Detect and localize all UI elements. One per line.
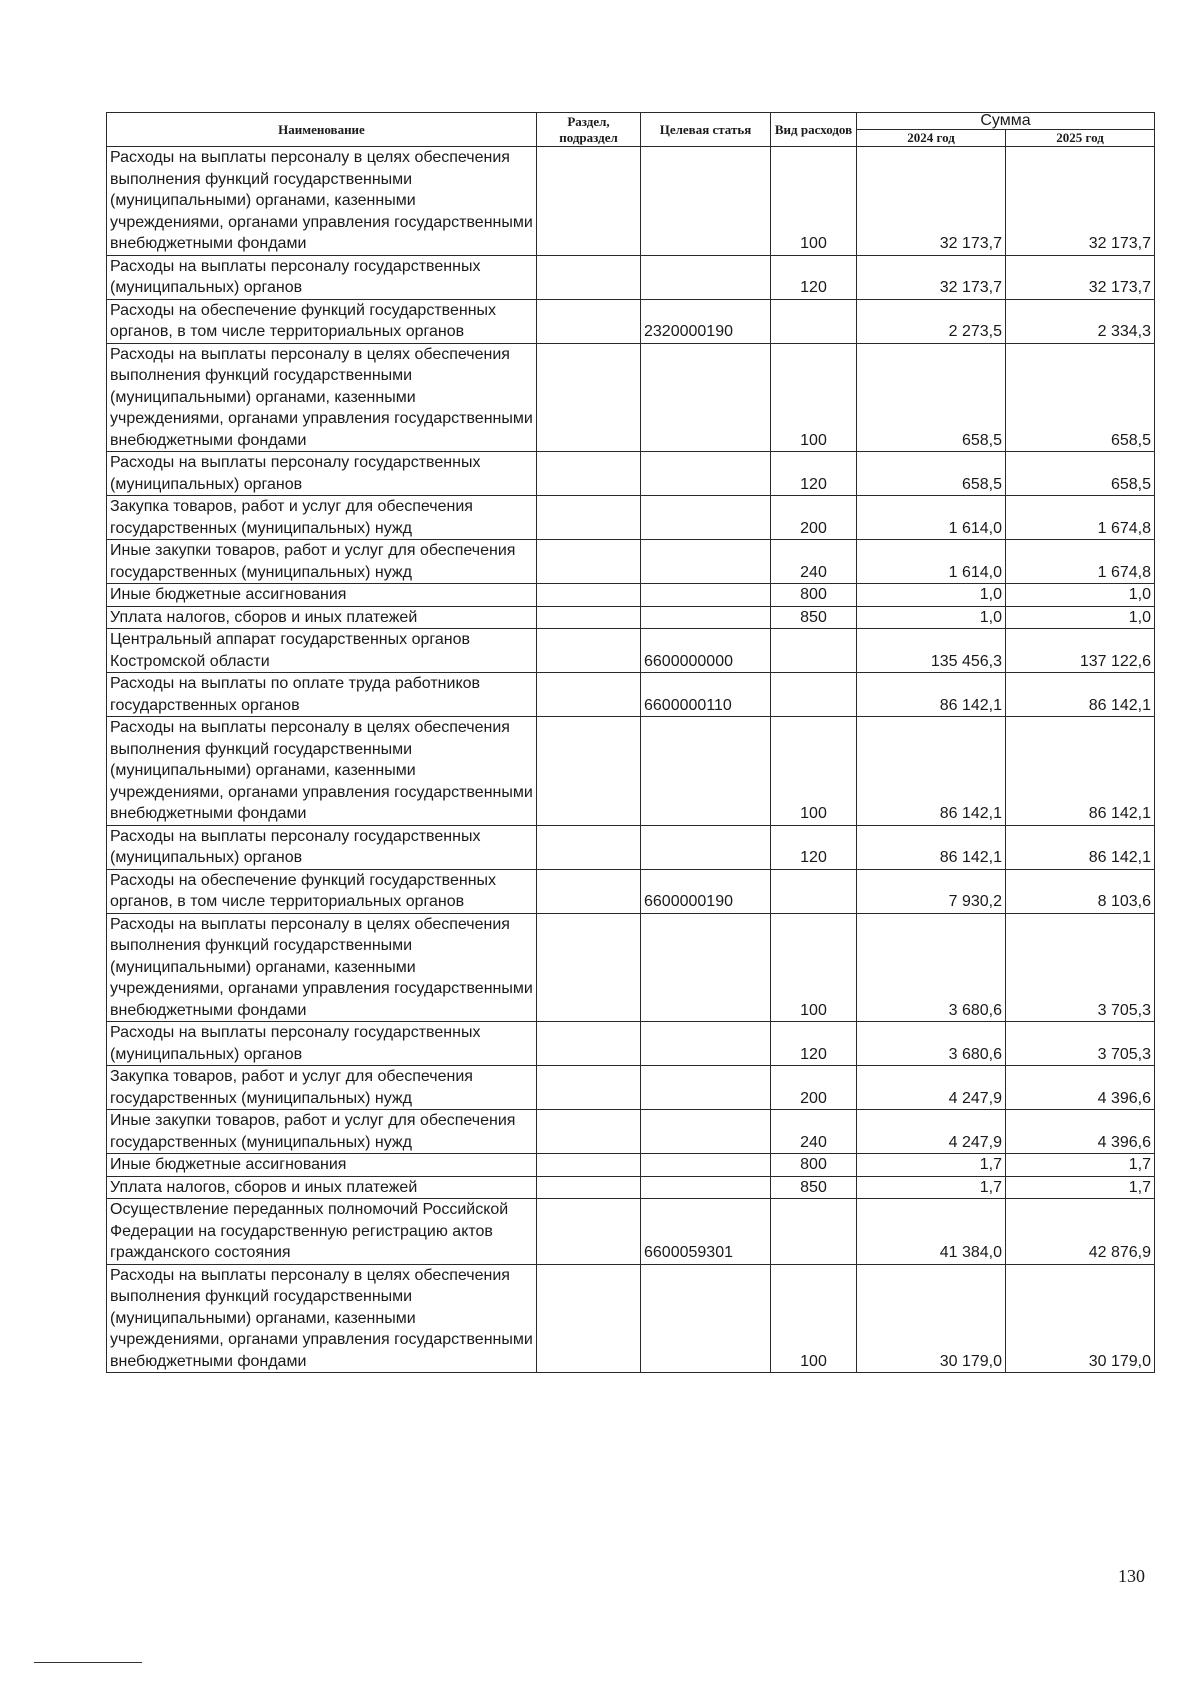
cell-2024: 4 247,9: [857, 1066, 1006, 1110]
cell-target: [641, 1022, 771, 1066]
cell-name: Расходы на обеспечение функций государственных органов, в том числе территориальных органов: [107, 299, 537, 343]
cell-target: [641, 1110, 771, 1154]
cell-section: [537, 496, 641, 540]
cell-2024: 4 247,9: [857, 1110, 1006, 1154]
table-row: [107, 869, 1155, 913]
cell-kind: 120: [771, 255, 857, 299]
cell-target: [641, 1176, 771, 1199]
header-target: Целевая статья: [641, 113, 771, 147]
cell-2024: 86 142,1: [857, 825, 1006, 869]
cell-kind: 850: [771, 1176, 857, 1199]
cell-kind: [771, 299, 857, 343]
header-kind: Вид расходов: [771, 113, 857, 147]
cell-kind: 120: [771, 825, 857, 869]
cell-2025: 42 876,9: [1006, 1199, 1155, 1265]
cell-target: [641, 1066, 771, 1110]
table-row: [107, 1110, 1155, 1154]
table-header: [107, 113, 1155, 147]
cell-2024: 41 384,0: [857, 1199, 1006, 1265]
cell-target: [641, 825, 771, 869]
cell-kind: 100: [771, 913, 857, 1022]
cell-name: Уплата налогов, сборов и иных платежей: [107, 606, 537, 629]
cell-section: [537, 343, 641, 452]
cell-name: Уплата налогов, сборов и иных платежей: [107, 1176, 537, 1199]
cell-2025: 86 142,1: [1006, 673, 1155, 717]
cell-2025: 86 142,1: [1006, 825, 1155, 869]
budget-sheet: [106, 112, 1154, 1373]
header-name: Наименование: [107, 113, 537, 147]
cell-kind: 800: [771, 1154, 857, 1177]
cell-section: [537, 584, 641, 607]
cell-section: [537, 1176, 641, 1199]
cell-2024: 1,7: [857, 1176, 1006, 1199]
cell-section: [537, 1264, 641, 1373]
cell-section: [537, 1110, 641, 1154]
cell-target: 6600059301: [641, 1199, 771, 1265]
table-row: [107, 147, 1155, 256]
cell-name: Расходы на выплаты персоналу в целях обеспечения выполнения функций государственными (муниципальными) органами, казенными учреждениями, органами управления государственными внебюджетными фондами: [107, 147, 537, 256]
cell-kind: [771, 629, 857, 673]
cell-target: 2320000190: [641, 299, 771, 343]
cell-kind: 200: [771, 1066, 857, 1110]
cell-2025: 3 705,3: [1006, 913, 1155, 1022]
cell-2024: 32 173,7: [857, 255, 1006, 299]
cell-2024: 1,0: [857, 606, 1006, 629]
cell-kind: 120: [771, 452, 857, 496]
table-row: [107, 1154, 1155, 1177]
cell-2024: 658,5: [857, 343, 1006, 452]
cell-name: Иные закупки товаров, работ и услуг для обеспечения государственных (муниципальных) нужд: [107, 1110, 537, 1154]
cell-2024: 7 930,2: [857, 869, 1006, 913]
cell-2025: 8 103,6: [1006, 869, 1155, 913]
cell-section: [537, 913, 641, 1022]
cell-section: [537, 869, 641, 913]
cell-2024: 3 680,6: [857, 913, 1006, 1022]
cell-2024: 1,0: [857, 584, 1006, 607]
cell-2025: 30 179,0: [1006, 1264, 1155, 1373]
table-body: [107, 147, 1155, 1373]
cell-kind: [771, 673, 857, 717]
header-sum: Сумма: [857, 113, 1155, 130]
cell-kind: 120: [771, 1022, 857, 1066]
cell-target: [641, 606, 771, 629]
cell-name: Иные бюджетные ассигнования: [107, 1154, 537, 1177]
table-row: [107, 1264, 1155, 1373]
cell-target: [641, 1154, 771, 1177]
header-2024: 2024 год: [857, 130, 1006, 147]
cell-2025: 32 173,7: [1006, 147, 1155, 256]
cell-2024: 86 142,1: [857, 673, 1006, 717]
cell-2025: 1 674,8: [1006, 540, 1155, 584]
cell-name: Расходы на выплаты персоналу государственных (муниципальных) органов: [107, 1022, 537, 1066]
table-row: [107, 825, 1155, 869]
cell-name: Осуществление переданных полномочий Российской Федерации на государственную регистрацию актов гражданского состояния: [107, 1199, 537, 1265]
table-row: [107, 540, 1155, 584]
cell-target: [641, 496, 771, 540]
cell-target: [641, 255, 771, 299]
cell-name: Расходы на выплаты по оплате труда работников государственных органов: [107, 673, 537, 717]
cell-name: Закупка товаров, работ и услуг для обеспечения государственных (муниципальных) нужд: [107, 496, 537, 540]
cell-target: [641, 147, 771, 256]
cell-2025: 4 396,6: [1006, 1066, 1155, 1110]
cell-2025: 1,7: [1006, 1154, 1155, 1177]
cell-name: Расходы на выплаты персоналу государственных (муниципальных) органов: [107, 452, 537, 496]
cell-section: [537, 1199, 641, 1265]
cell-section: [537, 825, 641, 869]
cell-kind: 850: [771, 606, 857, 629]
cell-2025: 3 705,3: [1006, 1022, 1155, 1066]
cell-2024: 1 614,0: [857, 540, 1006, 584]
cell-section: [537, 540, 641, 584]
cell-name: Центральный аппарат государственных органов Костромской области: [107, 629, 537, 673]
cell-target: 6600000190: [641, 869, 771, 913]
cell-2025: 4 396,6: [1006, 1110, 1155, 1154]
cell-2025: 1,0: [1006, 584, 1155, 607]
cell-kind: 100: [771, 147, 857, 256]
cell-2025: 1 674,8: [1006, 496, 1155, 540]
cell-2025: 658,5: [1006, 452, 1155, 496]
cell-kind: 240: [771, 540, 857, 584]
table-row: [107, 1066, 1155, 1110]
table-row: [107, 913, 1155, 1022]
table-row: [107, 1176, 1155, 1199]
cell-2025: 32 173,7: [1006, 255, 1155, 299]
table-row: [107, 299, 1155, 343]
cell-section: [537, 255, 641, 299]
table-row: [107, 606, 1155, 629]
cell-2024: 86 142,1: [857, 717, 1006, 826]
table-row: [107, 1199, 1155, 1265]
cell-section: [537, 673, 641, 717]
table-row: [107, 343, 1155, 452]
cell-2024: 32 173,7: [857, 147, 1006, 256]
table-row: [107, 452, 1155, 496]
table-row: [107, 584, 1155, 607]
cell-target: [641, 343, 771, 452]
cell-name: Расходы на выплаты персоналу в целях обеспечения выполнения функций государственными (муниципальными) органами, казенными учреждениями, органами управления государственными внебюджетными фондами: [107, 1264, 537, 1373]
header-2025: 2025 год: [1006, 130, 1155, 147]
header-section: Раздел, подраздел: [537, 113, 641, 147]
cell-target: [641, 584, 771, 607]
table-row: [107, 717, 1155, 826]
table-row: [107, 629, 1155, 673]
cell-name: Иные закупки товаров, работ и услуг для обеспечения государственных (муниципальных) нужд: [107, 540, 537, 584]
cell-2025: 1,7: [1006, 1176, 1155, 1199]
cell-name: Расходы на выплаты персоналу государственных (муниципальных) органов: [107, 255, 537, 299]
cell-kind: 100: [771, 717, 857, 826]
cell-2025: 137 122,6: [1006, 629, 1155, 673]
cell-2024: 30 179,0: [857, 1264, 1006, 1373]
cell-name: Расходы на выплаты персоналу в целях обеспечения выполнения функций государственными (муниципальными) органами, казенными учреждениями, органами управления государственными внебюджетными фондами: [107, 913, 537, 1022]
cell-target: [641, 540, 771, 584]
cell-section: [537, 1066, 641, 1110]
table-row: [107, 673, 1155, 717]
cell-2024: 3 680,6: [857, 1022, 1006, 1066]
cell-section: [537, 606, 641, 629]
cell-name: Расходы на выплаты персоналу в целях обеспечения выполнения функций государственными (муниципальными) органами, казенными учреждениями, органами управления государственными внебюджетными фондами: [107, 717, 537, 826]
cell-kind: 800: [771, 584, 857, 607]
cell-target: 6600000110: [641, 673, 771, 717]
cell-2024: 2 273,5: [857, 299, 1006, 343]
cell-name: Иные бюджетные ассигнования: [107, 584, 537, 607]
page-number: 130: [1118, 1566, 1145, 1586]
cell-kind: [771, 1199, 857, 1265]
cell-section: [537, 147, 641, 256]
table-row: [107, 255, 1155, 299]
cell-name: Расходы на выплаты персоналу государственных (муниципальных) органов: [107, 825, 537, 869]
cell-2024: 135 456,3: [857, 629, 1006, 673]
cell-target: 6600000000: [641, 629, 771, 673]
cell-name: Закупка товаров, работ и услуг для обеспечения государственных (муниципальных) нужд: [107, 1066, 537, 1110]
cell-2025: 2 334,3: [1006, 299, 1155, 343]
cell-section: [537, 629, 641, 673]
cell-2024: 1,7: [857, 1154, 1006, 1177]
cell-2024: 1 614,0: [857, 496, 1006, 540]
cell-section: [537, 299, 641, 343]
cell-2025: 86 142,1: [1006, 717, 1155, 826]
table-row: [107, 1022, 1155, 1066]
cell-kind: 100: [771, 343, 857, 452]
cell-name: Расходы на обеспечение функций государственных органов, в том числе территориальных органов: [107, 869, 537, 913]
table-row: [107, 496, 1155, 540]
cell-section: [537, 1022, 641, 1066]
cell-2025: 658,5: [1006, 343, 1155, 452]
cell-section: [537, 452, 641, 496]
cell-section: [537, 717, 641, 826]
cell-target: [641, 1264, 771, 1373]
cell-kind: [771, 869, 857, 913]
cell-section: [537, 1154, 641, 1177]
cell-target: [641, 452, 771, 496]
cell-2024: 658,5: [857, 452, 1006, 496]
budget-table: [106, 112, 1155, 1373]
cell-name: Расходы на выплаты персоналу в целях обеспечения выполнения функций государственными (муниципальными) органами, казенными учреждениями, органами управления государственными внебюджетными фондами: [107, 343, 537, 452]
cell-kind: 100: [771, 1264, 857, 1373]
cell-target: [641, 913, 771, 1022]
cell-target: [641, 717, 771, 826]
footer-rule: [34, 1662, 142, 1663]
cell-kind: 240: [771, 1110, 857, 1154]
cell-kind: 200: [771, 496, 857, 540]
cell-2025: 1,0: [1006, 606, 1155, 629]
